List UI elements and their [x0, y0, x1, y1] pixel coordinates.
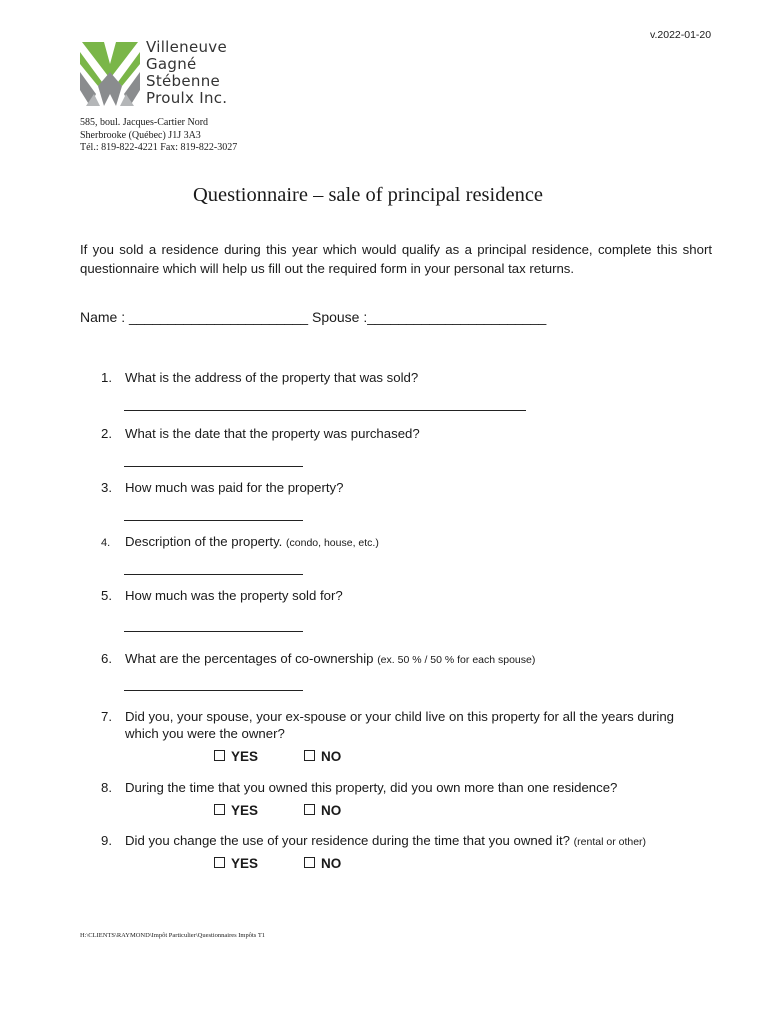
- yes-label: YES: [231, 749, 259, 764]
- firm-name-line-3: Stébenne: [146, 72, 221, 90]
- no-label: NO: [321, 856, 342, 871]
- question-1: [101, 369, 418, 386]
- firm-name-line-2: Gagné: [146, 55, 197, 73]
- question-2: [101, 425, 420, 442]
- no-label: NO: [321, 803, 342, 818]
- checkbox-icon[interactable]: [304, 857, 315, 868]
- intro-paragraph: If you sold a residence during this year which would qualify as a principal residence, complete this short questionnaire which will help us fill out the required form in your personal tax returns.: [80, 242, 712, 276]
- firm-name-line-1: Villeneuve: [146, 38, 228, 56]
- question-note: (rental or other): [573, 836, 647, 848]
- question-number: 2.: [101, 426, 112, 441]
- question-number: 9.: [101, 833, 112, 848]
- checkbox-icon[interactable]: [304, 804, 315, 815]
- question-text: How much was paid for the property?: [125, 480, 344, 495]
- page-title: Questionnaire – sale of principal residence: [192, 184, 544, 206]
- question-number: 6.: [101, 651, 112, 666]
- question-7: [101, 708, 674, 725]
- firm-name-line-4: Proulx Inc.: [146, 89, 228, 107]
- checkbox-icon[interactable]: [214, 804, 225, 815]
- question-text: During the time that you owned this property, did you own more than one residence?: [125, 780, 618, 795]
- question-text: Did you, your spouse, your ex-spouse or your child live on this property for all the years during: [125, 709, 675, 724]
- question-text: What is the address of the property that was sold?: [125, 370, 419, 385]
- question-text: Description of the property.: [125, 534, 283, 549]
- logo-mark-icon: [80, 42, 140, 108]
- q8-yes-option[interactable]: [214, 803, 258, 818]
- no-label: NO: [321, 749, 342, 764]
- question-number: 5.: [101, 588, 112, 603]
- question-text: How much was the property sold for?: [125, 588, 343, 603]
- name-spouse-field[interactable]: Name : _______________________ Spouse :_______________________: [80, 309, 547, 325]
- question-6: [101, 650, 535, 669]
- checkbox-icon[interactable]: [214, 857, 225, 868]
- address-street: 585, boul. Jacques-Cartier Nord: [80, 117, 209, 128]
- answer-line-1[interactable]: [124, 410, 526, 411]
- answer-line-2[interactable]: [124, 466, 303, 467]
- question-8: [101, 779, 617, 796]
- question-note: (ex. 50 % / 50 % for each spouse): [377, 654, 536, 666]
- question-number: 1.: [101, 370, 112, 385]
- address-city: Sherbrooke (Québec) J1J 3A3: [80, 129, 201, 141]
- answer-line-5[interactable]: [124, 631, 303, 632]
- question-text: What is the date that the property was purchased?: [125, 426, 420, 441]
- q7-no-option[interactable]: [304, 749, 341, 764]
- q8-no-option[interactable]: [304, 803, 341, 818]
- checkbox-icon[interactable]: [214, 750, 225, 761]
- q7-yes-option[interactable]: [214, 749, 258, 764]
- checkbox-icon[interactable]: [304, 750, 315, 761]
- question-number: 3.: [101, 480, 112, 495]
- question-number: 4.: [101, 537, 111, 549]
- firm-address: [80, 117, 237, 155]
- question-9: [101, 832, 646, 851]
- footer-file-path: H:\CLIENTS\RAYMOND\Impôt Particulier\Questionnaires Impôts T1: [80, 932, 266, 939]
- answer-line-6[interactable]: [124, 690, 303, 691]
- firm-logo: [80, 40, 240, 110]
- yes-label: YES: [231, 856, 259, 871]
- address-phone-fax: Tél.: 819-822-4221 Fax: 819-822-3027: [80, 142, 238, 153]
- question-5: [101, 587, 343, 604]
- q9-no-option[interactable]: [304, 856, 341, 871]
- question-4: [101, 533, 379, 552]
- answer-line-4[interactable]: [124, 574, 303, 575]
- yes-label: YES: [231, 803, 259, 818]
- question-number: 7.: [101, 709, 112, 724]
- question-number: 8.: [101, 780, 112, 795]
- question-text: which you were the owner?: [125, 726, 285, 741]
- question-text: What are the percentages of co-ownership: [125, 651, 374, 666]
- question-text: Did you change the use of your residence during the time that you owned it?: [125, 833, 570, 848]
- version-label: v.2022-01-20: [650, 29, 712, 41]
- q9-yes-option[interactable]: [214, 856, 258, 871]
- question-3: [101, 479, 343, 496]
- answer-line-3[interactable]: [124, 520, 303, 521]
- question-note: (condo, house, etc.): [286, 537, 379, 549]
- question-7-continued: [125, 725, 285, 742]
